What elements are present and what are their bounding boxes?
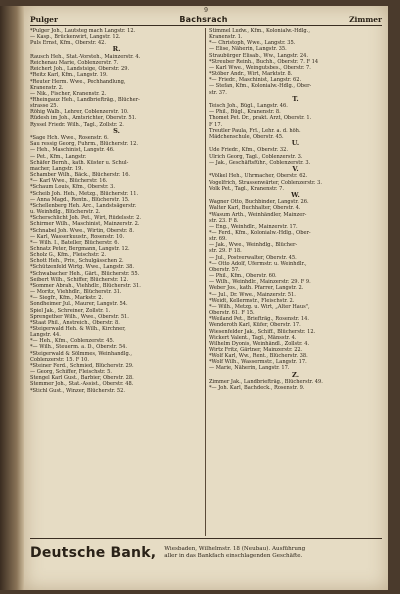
header-right: Zimmer (349, 15, 382, 24)
page-header (30, 15, 382, 26)
right-column (209, 28, 382, 391)
directory-entry: u. Weinhdlg., Blücherstr. 2. (30, 209, 101, 216)
directory-entry: — Marie, Näherin, Langstr. 17. (209, 365, 290, 372)
directory-entry: Treutler Paula, Frl., Lehr. a. d. höh. (209, 127, 301, 134)
directory-entry: *— Karl Wwe., Blücherstr. 16. (30, 178, 108, 185)
section-letter: Z. (292, 370, 299, 379)
column-divider (205, 28, 206, 536)
book-binding (0, 6, 24, 590)
directory-entry: Stengel Karl Gust., Barbier, Oberstr. 28. (30, 375, 134, 382)
directory-entry: *Wolf Karl, Ww., Rent., Blücherstr. 38. (209, 353, 308, 360)
directory-entry: Sprengether Wilh., Wwe., Oberstr. 51. (30, 313, 129, 320)
directory-entry: *Stichl Gust., Winzer, Blücherstr. 52. (30, 387, 125, 394)
directory-entry: Mädchenschule, Oberstr. 45. (209, 133, 284, 140)
directory-entry: *Wasum Arth., Weinhändler, Mainzer- (209, 211, 307, 218)
directory-entry: *Reitz Karl, Kfm., Langstr. 19. (30, 72, 108, 79)
directory-entry: Schott Heh., Priv., Schulgässchen 2. (30, 258, 124, 265)
ad-line-1: Wiesbaden, Wilhelmstr. 18 (Neubau). Ausführung (164, 546, 306, 552)
directory-entry: *— Siegfr., Kfm., Markstr. 2. (30, 295, 104, 302)
directory-entry: Reichenau Marie, Coblenzerstr. 7. (30, 60, 119, 67)
directory-entry: *Schaum Louis, Kfm., Oberstr. 3. (30, 184, 116, 191)
directory-entry: Thomet Pet. Dr., prakt. Arzt, Oberstr. 1. (209, 115, 312, 122)
directory-entry: Wickert Valent., Tagl., Mänsstr. 4. (209, 334, 297, 341)
directory-entry: *— Otto Adolf, Ufermstr. u. Weinhdlr., (209, 260, 307, 267)
directory-entry: *— Wilh., Metzg. u. Wirt, „Alter Haus", (209, 303, 310, 310)
directory-entry: Zimmer Jak., Landbriefträg., Blücherstr. 49. (209, 379, 323, 385)
directory-entry: — Karl, Wasserkuustr., Rosenstr. 10. (30, 233, 125, 240)
directory-entry: *— Ferd., Kfm., Kolonialw.-Hdlg., Ober- (209, 230, 311, 236)
directory-entry: — Eng., Weinhdlr., Mainzerstr. 17. (209, 223, 298, 230)
directory-entry: — Jak., Wwe., Weinhdlg., Blücher- (209, 242, 298, 249)
directory-entry: Ryssel Friedr. Wilh., Tagl., Zollstr. 2. (30, 121, 124, 128)
directory-entry: Schnatz Peter, Bergmann, Langstr. 12. (30, 245, 130, 252)
directory-entry: Wiesenfelder Jak., Schiff., Blücherstr. 12. (209, 328, 316, 335)
directory-entry: — Karl Wwe., Weingutsbes., Oberstr. 7. (209, 64, 311, 71)
directory-entry: Teisch Joh., Bügl., Langstr. 46. (209, 103, 288, 110)
directory-entry: *Reuter Herm. Wwe., Pechhandlung, (30, 78, 126, 85)
directory-entry: *Sage Hch. Wwe., Rosenstr. 6. (30, 135, 109, 142)
directory-entry: Kranenstr. 1. (209, 34, 243, 41)
directory-entry: Straubürger Elisab., Ww., Langstr. 24. (209, 52, 309, 59)
directory-entry: Schäfer Bernh., kath. Küster u. Schul- (30, 159, 129, 166)
directory-entry: — Wilh., Weinhdlr., Mainzerstr. 29. F 9. (209, 279, 311, 286)
directory-entry: Ulrich Georg, Tagl., Coblenzerstr. 3. (209, 153, 303, 160)
ad-brand: Deutsche Bank, (30, 545, 157, 561)
directory-entry: *Scherschlicht Joh. Pet., Wirt, Rüdelsstr. 2. (30, 215, 141, 222)
directory-entry: Vogelfrich, Strassenwärter, Coblenzerstr. 3. (209, 179, 322, 186)
section-letter: S. (113, 126, 120, 135)
directory-entry: — Jul., Postverwalter, Oberstr. 45. (209, 254, 297, 261)
ad-line-2: aller in das Bankfach einschlagenden Geschäfte. (164, 553, 303, 559)
header-left: Pulger (30, 15, 58, 24)
directory-entry: Spiel Jak., Schreiner, Zollstr. 1. (30, 307, 111, 314)
directory-entry: — Nik., Fischer, Kranenstr. 2. (30, 90, 107, 97)
directory-entry: strasse 25. (30, 103, 59, 110)
directory-entry: Ude Friedr., Kfm., Oberstr. 32. (209, 147, 288, 154)
directory-entry: — Elise, Näherin, Langstr. 35. (209, 46, 287, 53)
directory-entry: macher, Langstr. 19. (30, 165, 83, 172)
directory-entry: *Weiland Pet., Briefträg., Rosenstr. 14. (209, 316, 309, 323)
directory-entry: Stemmer Joh., Stat.-Assist., Oberstr. 48. (30, 381, 134, 388)
directory-entry: *Scheib Joh. Heh., Metzg., Blücherstr. 11. (30, 190, 139, 197)
directory-entry: Sau ressig Georg, Fuhrm., Blücherstr. 12. (30, 141, 139, 148)
directory-entry: — Pet., Kfm., Langstr. (30, 153, 87, 160)
left-column (30, 28, 203, 394)
directory-entry: Reichert Joh., Landstsige, Oberstr. 29. (30, 66, 130, 73)
directory-entry: Kranenstr. 2. (30, 84, 64, 91)
directory-entry: *Völkel Heh., Uhrmacher, Oberstr. 62. (209, 173, 308, 180)
directory-entry: *Schützenfeld Wirtg. Wwe., Langstr. 38. (30, 264, 134, 271)
directory-page (24, 6, 388, 590)
directory-entry: str. 29. F 18. (209, 248, 242, 255)
directory-entry: *Schwabacher Heh., Gärt., Blücherstr. 55. (30, 270, 140, 277)
directory-entry: Puls Ernst, Kfm., Oberstr. 42. (30, 40, 107, 47)
section-letter: W. (291, 190, 300, 199)
directory-entry: Weber Jos., kath. Pfarrer, Langstr. 2. (209, 285, 304, 292)
page-number: 9 (204, 7, 208, 14)
directory-entry: *— Wilh., Steuerm. a. D., Oberstr. 54. (30, 344, 127, 351)
directory-entry: *Streuber Reinh., Buchh., Oberstr. 7. F 14 (209, 58, 319, 65)
section-letter: V. (292, 164, 299, 173)
directory-entry: — Georg, Schiffer, Fleischstr. 5. (30, 369, 112, 376)
directory-entry: str. 37. (209, 89, 227, 96)
directory-entry: *Steiner Ferd., Schmied, Blücherstr. 29. (30, 362, 134, 369)
directory-entry: Scholz G., Kfm., Fleischstr. 2. (30, 252, 106, 259)
directory-entry: Wirtz Fritz, Gärtner, Mainzerstr. 22. (209, 346, 303, 353)
ad-text (164, 546, 305, 560)
directory-entry: — Stefan, Kfm., Kolonialw.-Hdlg., Ober- (209, 83, 312, 90)
directory-entry: Rüdesh im Joh., Amtsrichter, Oberstr. 51. (30, 115, 137, 122)
directory-entry: *Steigerwald Heh. & Wilh., Kirchner, (30, 326, 126, 332)
directory-entry: Sondheimer Jul., Maurer, Langstr. 54. (30, 301, 128, 308)
directory-entry: — Phil., Kfm., Oberstr. 60. (209, 273, 277, 280)
directory-entry: *— Jul., Dr. Wwe., Mainzerstr. 51. (209, 291, 296, 298)
directory-entry: *Pulger Joh., Lautsteg mach Langstr. 12. (30, 28, 136, 34)
directory-entry: *Stöber Andr., Wirt, Marktstr. 8. (209, 71, 293, 78)
directory-entry: Langstr. 44. (30, 332, 61, 339)
directory-entry: str. 69. (209, 236, 227, 243)
directory-entry: — Moritz, Viehhdlr., Blücherstr. 31. (30, 289, 122, 296)
directory-entry: *Steigerwald & Sölmmes, Weinhandlg., (30, 350, 132, 357)
directory-entry: *— Heh., Kfm., Coblenzerstr. 45. (30, 338, 115, 345)
directory-entry: Stimmel Ludw., Kfm., Kolonialw.-Hdlg., (209, 28, 310, 34)
directory-entry: Wagner Otto, Buchbinder, Langstr. 26. (209, 199, 309, 206)
directory-entry: *Weidt, Kellermstr., Fleischstr. 2. (209, 297, 295, 304)
directory-entry: *Rheingauz Heh., Landbriefträg., Blücher- (30, 96, 140, 103)
directory-entry: *— Joh. Karl, Bachdeck., Rosenstr. 9. (209, 385, 305, 392)
directory-entry: *— Wilh. I., Bateller, Blücherstr. 6. (30, 239, 120, 246)
section-letter: T. (292, 94, 299, 103)
directory-entry: — Phil., Bügl., Kranenstr. 8. (209, 109, 281, 116)
directory-entry: *Schellenberg Heh. Arc., Landstsägerstr. (30, 202, 137, 209)
directory-entry: *Staat Phil., Anstreich., Oberstr. 8. (30, 319, 120, 326)
directory-entry: *Wolf Wilh., Wassermstr., Langstr. 17. (209, 359, 307, 366)
directory-entry: Volk Pet., Tagl., Kranenstr. 7. (209, 185, 285, 192)
directory-entry: — Anna Magd., Rentn., Blücherstr. 15. (30, 196, 130, 203)
section-letter: U. (291, 139, 300, 148)
directory-entry: *— Christoph, Wwe., Langstr. 35. (209, 40, 296, 47)
directory-entry: Rausch Heh., Stat.-Vorsteh., Mainzerstr. 4. (30, 53, 141, 60)
directory-entry: Oberstr. 61. F 15. (209, 310, 255, 317)
directory-entry: — Heh., Maschinist, Langstr. 46. (30, 147, 115, 154)
directory-entry: Coblenzerstr. 15. F 10. (30, 356, 90, 363)
directory-entry: Seibert Wilh., Schiffer, Blücherstr. 12. (30, 276, 129, 283)
directory-entry: str. 23. F 8. (209, 217, 239, 224)
directory-entry: *Sommer Abrah., Viehhdlr., Blücherstr. 31. (30, 282, 141, 289)
directory-entry: *— Friedr., Maschinist, Langstr. 62. (209, 77, 302, 84)
directory-entry: — Jak., Geschäftsführ., Coblenzerstr. 3. (209, 159, 311, 166)
section-letter: R. (112, 45, 121, 54)
advertisement (30, 538, 382, 567)
directory-entry: Schirmer Wilh., Maschinist, Mainzerstr. 2. (30, 221, 140, 228)
directory-entry: Röhig Walb., Lehrer, Coblenzerstr. 10. (30, 109, 129, 116)
directory-entry: Wilhelm Dyonis, Weinhändl., Zollstr. 4. (209, 340, 310, 347)
directory-entry: — Kasp., Brückenwirt, Langstr. 12. (30, 34, 121, 41)
directory-entry: Walter Karl, Buchhalter, Oberstr. 4. (209, 205, 301, 212)
header-center: Bachsrach (179, 15, 228, 24)
directory-entry: Oberstr. 57. (209, 266, 240, 273)
directory-entry: F 17. (209, 121, 223, 128)
directory-entry: Schamber Wilh., Bäck., Blücherstr. 16. (30, 172, 131, 179)
directory-entry: *Schnabel Joh. Wwe., Wirtin, Oberstr. 8. (30, 227, 135, 234)
directory-entry: Wenderoth Karl, Küfer, Oberstr. 17. (209, 322, 301, 329)
